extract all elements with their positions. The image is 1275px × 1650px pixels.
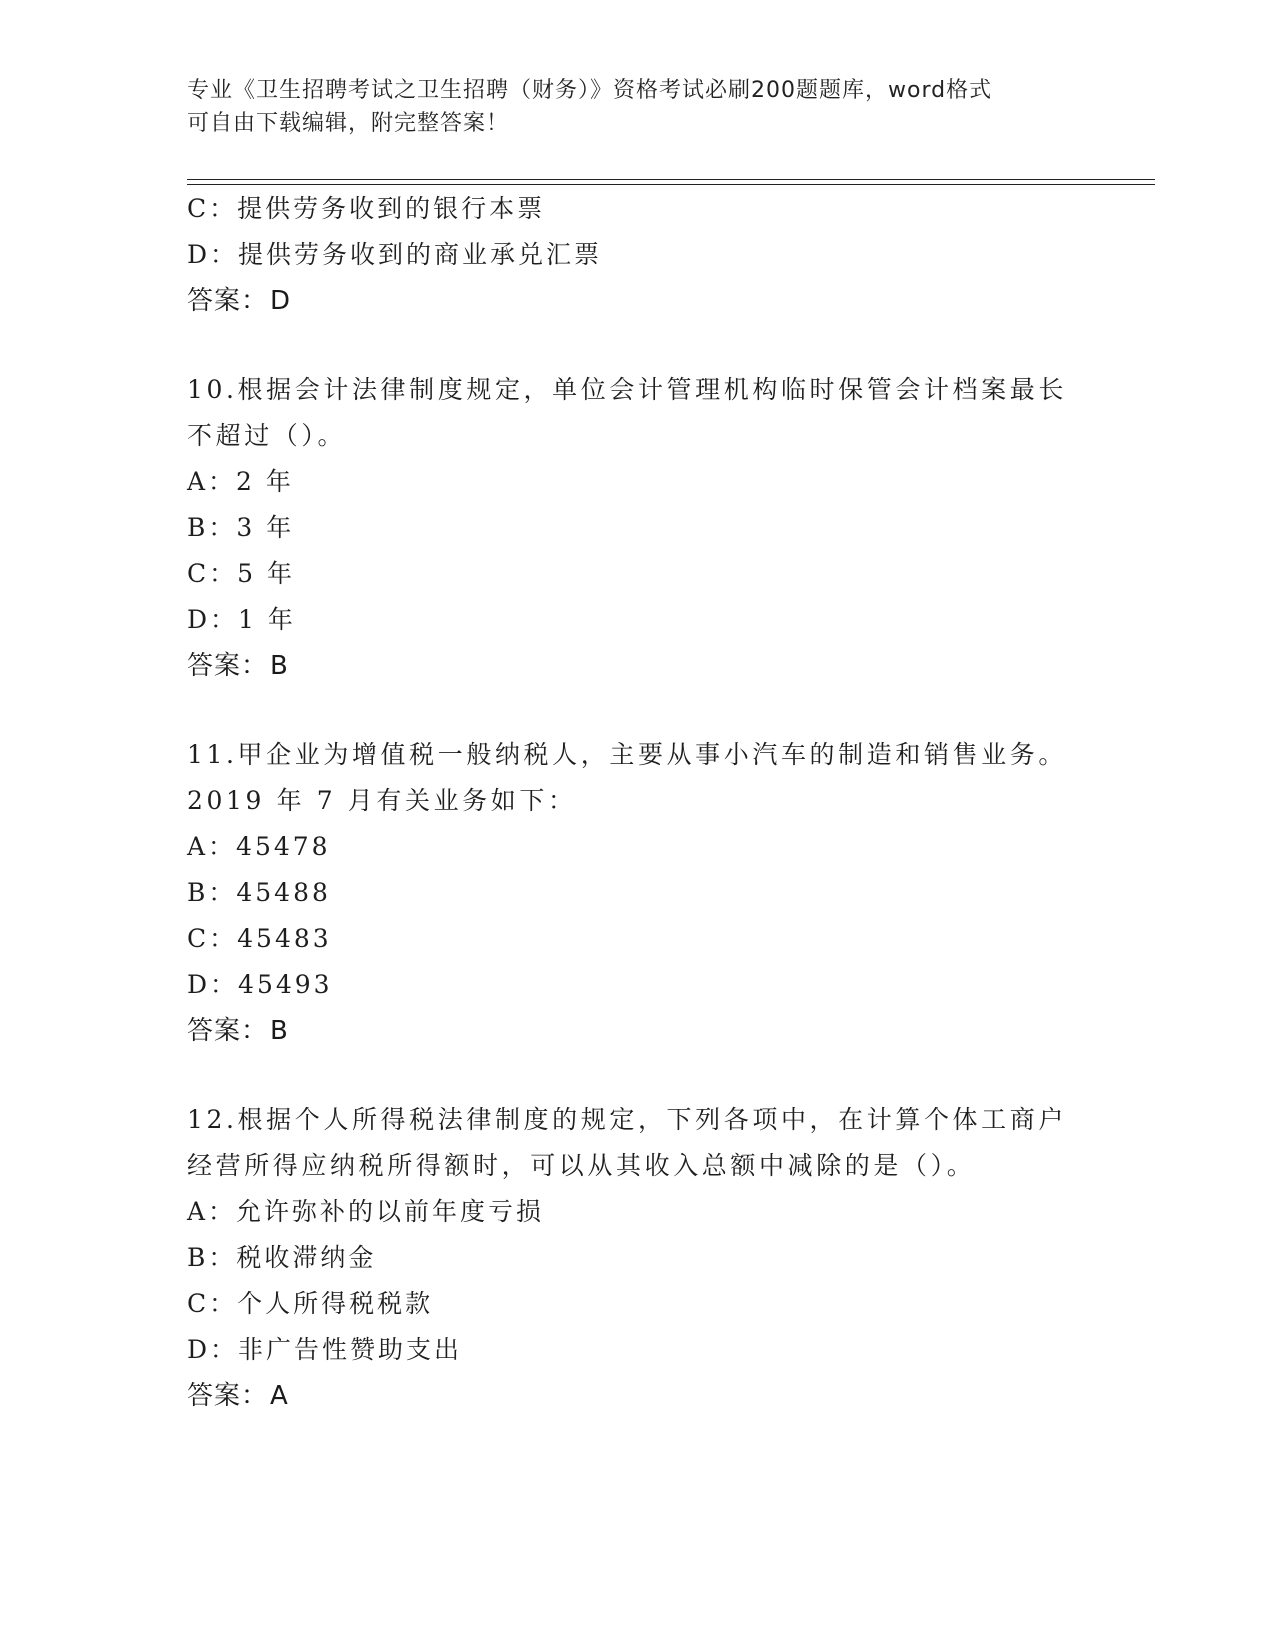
answer-line	[187, 1008, 1087, 1054]
question-stem-line-1: 11.甲企业为增值税一般纳税人，主要从事小汽车的制造和销售业务。	[187, 740, 1067, 769]
answer-line	[187, 1373, 1087, 1419]
option-d: D：提供劳务收到的商业承兑汇票	[187, 240, 603, 269]
document-header	[187, 74, 1087, 140]
answer-line	[187, 278, 1087, 324]
answer-value: A	[270, 1381, 289, 1411]
header-divider-top	[187, 179, 1155, 180]
option-c: C：提供劳务收到的银行本票	[187, 194, 546, 223]
question-stem-line-2: 不超过（）。	[187, 421, 347, 450]
answer-value: B	[270, 651, 289, 681]
option-a: A：允许弥补的以前年度亏损	[187, 1197, 545, 1226]
answer-label: 答案：	[187, 1381, 269, 1411]
question-11	[187, 732, 1087, 1054]
option-b: B：3 年	[187, 513, 295, 542]
option-c: C：45483	[187, 924, 332, 953]
answer-value: D	[270, 286, 292, 316]
question-spacer	[187, 324, 1087, 367]
answer-line	[187, 643, 1087, 689]
answer-label: 答案：	[187, 1016, 269, 1046]
question-stem-line-2: 经营所得应纳税所得额时，可以从其收入总额中减除的是（）。	[187, 1151, 976, 1180]
question-12	[187, 1097, 1087, 1419]
option-d: D：1 年	[187, 605, 296, 634]
question-stem-line-2: 2019 年 7 月有关业务如下：	[187, 786, 577, 815]
option-b: B：45488	[187, 878, 331, 907]
option-c: C：5 年	[187, 559, 295, 588]
question-9-continued	[187, 186, 1087, 324]
header-line-1: 专业《卫生招聘考试之卫生招聘（财务）》资格考试必刷200题题库，word格式	[187, 78, 993, 103]
answer-value: B	[270, 1016, 289, 1046]
option-d: D：非广告性赞助支出	[187, 1335, 463, 1364]
header-divider-bottom	[187, 184, 1155, 185]
question-spacer	[187, 1054, 1087, 1097]
question-stem-line-1: 12.根据个人所得税法律制度的规定，下列各项中，在计算个体工商户	[187, 1105, 1067, 1134]
document-body	[187, 186, 1087, 1419]
header-line-2: 可自由下载编辑，附完整答案！	[187, 111, 510, 136]
question-stem-line-1: 10.根据会计法律制度规定，单位会计管理机构临时保管会计档案最长	[187, 375, 1067, 404]
option-a: A：2 年	[187, 467, 294, 496]
answer-label: 答案：	[187, 286, 269, 316]
option-d: D：45493	[187, 970, 333, 999]
option-c: C：个人所得税税款	[187, 1289, 434, 1318]
question-spacer	[187, 689, 1087, 732]
answer-label: 答案：	[187, 651, 269, 681]
option-b: B：税收滞纳金	[187, 1243, 377, 1272]
option-a: A：45478	[187, 832, 331, 861]
question-10	[187, 367, 1087, 689]
